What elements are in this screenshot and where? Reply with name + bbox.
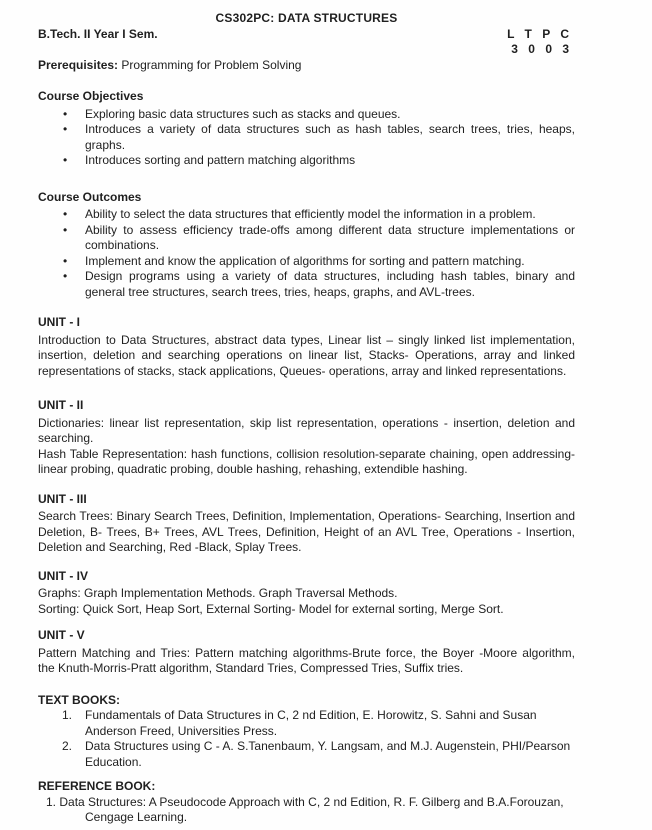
unit-paragraph: Pattern Matching and Tries: Pattern matching algorithms-Brute force, the Boyer -Moore algorithm, the Knuth-Morris-Pratt algorithm, Standard Tries, Compressed Tries, Suffix tries. bbox=[38, 645, 575, 675]
prerequisites-text: Programming for Problem Solving bbox=[121, 57, 302, 72]
book-item bbox=[38, 739, 575, 770]
credits-values: 3 0 0 3 bbox=[511, 42, 569, 56]
reference-book-heading: REFERENCE BOOK: bbox=[38, 779, 156, 793]
objective-text: Exploring basic data structures such as stacks and queues. bbox=[85, 106, 401, 121]
program-credits-row bbox=[38, 27, 575, 43]
list-item bbox=[38, 223, 575, 254]
unit-heading: UNIT - II bbox=[38, 398, 84, 412]
book-text: Data Structures using C - A. S.Tanenbaum, Y. Langsam, and M.J. Augenstein, PHI/Pearson Education. bbox=[85, 739, 571, 769]
bullet-icon: • bbox=[63, 122, 68, 136]
bullet-icon: • bbox=[63, 253, 68, 268]
course-objectives-section bbox=[38, 89, 575, 169]
outcome-text: Ability to assess efficiency trade-offs among different data structure implementations or combinations. bbox=[85, 222, 575, 252]
prerequisites-line bbox=[38, 58, 575, 74]
bullet-icon: • bbox=[63, 153, 68, 167]
prerequisites-label: Prerequisites: bbox=[38, 57, 119, 72]
book-text: Data Structures: A Pseudocode Approach with C, 2 nd Edition, R. F. Gilberg and B.A.Forouzan, Cengage Learning. bbox=[59, 794, 564, 824]
course-outcomes-heading: Course Outcomes bbox=[38, 189, 142, 204]
objective-text: Introduces a variety of data structures such as hash tables, search trees, tries, heaps, graphs. bbox=[85, 122, 575, 152]
text-books-heading: TEXT BOOKS: bbox=[38, 692, 121, 707]
book-text: Fundamentals of Data Structures in C, 2 nd Edition, E. Horowitz, S. Sahni and Susan Anderson Freed, Universities Press. bbox=[85, 708, 537, 738]
unit-paragraph: Dictionaries: linear list representation, skip list representation, operations - insertion, deletion and searching. bbox=[38, 415, 575, 445]
bullet-icon: • bbox=[63, 106, 68, 121]
course-objectives-heading: Course Objectives bbox=[38, 89, 144, 103]
list-item bbox=[38, 269, 575, 300]
item-number: 1. bbox=[46, 794, 57, 809]
unit-1-section bbox=[38, 315, 575, 379]
page-title: CS302PC: DATA STRUCTURES bbox=[215, 11, 398, 25]
list-item bbox=[38, 122, 575, 153]
credits-header: L T P C bbox=[507, 26, 569, 41]
unit-5-section bbox=[38, 628, 575, 677]
unit-2-section bbox=[38, 398, 575, 478]
outcome-text: Implement and know the application of algorithms for sorting and pattern matching. bbox=[85, 253, 525, 268]
list-item bbox=[38, 153, 575, 169]
objective-text: Introduces sorting and pattern matching algorithms bbox=[85, 153, 356, 167]
bullet-icon: • bbox=[63, 222, 68, 237]
unit-paragraph: Hash Table Representation: hash functions, collision resolution-separate chaining, open addressing-linear probing, quadratic probing, double hashing, rehashing, extendible hashing. bbox=[38, 446, 575, 476]
unit-paragraph: Introduction to Data Structures, abstract data types, Linear list – singly linked list implementation, insertion, deletion and searching operations on linear list, Stacks- Operations, array and linked representations of stacks, stack applications, Queues- operations, array and linked representations. bbox=[38, 332, 575, 378]
bullet-icon: • bbox=[63, 269, 68, 283]
unit-paragraph: Search Trees: Binary Search Trees, Definition, Implementation, Operations- Searching, Insertion and Deletion, B- Trees, B+ Trees, AVL Trees, Definition, Height of an AVL Tree, Operations - Insertion, Deletion and Searching, Red -Black, Splay Trees. bbox=[38, 509, 575, 554]
outcome-text: Ability to select the data structures that efficiently model the information in a problem. bbox=[85, 207, 536, 221]
unit-heading: UNIT - I bbox=[38, 315, 80, 329]
outcome-text: Design programs using a variety of data structures, including hash tables, binary and general tree structures, search trees, tries, heaps, graphs, and AVL-trees. bbox=[85, 269, 575, 299]
bullet-icon: • bbox=[63, 207, 68, 221]
item-number: 2. bbox=[62, 739, 73, 753]
book-item bbox=[46, 794, 575, 826]
course-outcomes-list bbox=[38, 207, 575, 300]
unit-heading: UNIT - III bbox=[38, 491, 87, 506]
list-item bbox=[38, 207, 575, 223]
unit-3-section bbox=[38, 492, 575, 556]
list-item bbox=[38, 254, 575, 270]
item-number: 1. bbox=[62, 708, 73, 722]
unit-4-section bbox=[38, 569, 575, 618]
unit-heading: UNIT - V bbox=[38, 628, 85, 642]
reference-book-section bbox=[38, 779, 575, 826]
list-item bbox=[38, 107, 575, 123]
book-item bbox=[38, 708, 575, 739]
unit-heading: UNIT - IV bbox=[38, 568, 88, 583]
course-outcomes-section bbox=[38, 190, 575, 301]
credits-values-row bbox=[38, 42, 575, 58]
unit-paragraph: Graphs: Graph Implementation Methods. Graph Traversal Methods. bbox=[38, 586, 398, 600]
program-label: B.Tech. II Year I Sem. bbox=[38, 26, 158, 41]
text-books-section bbox=[38, 693, 575, 771]
unit-paragraph: Sorting: Quick Sort, Heap Sort, External Sorting- Model for external sorting, Merge Sort. bbox=[38, 601, 504, 616]
course-objectives-list bbox=[38, 107, 575, 169]
